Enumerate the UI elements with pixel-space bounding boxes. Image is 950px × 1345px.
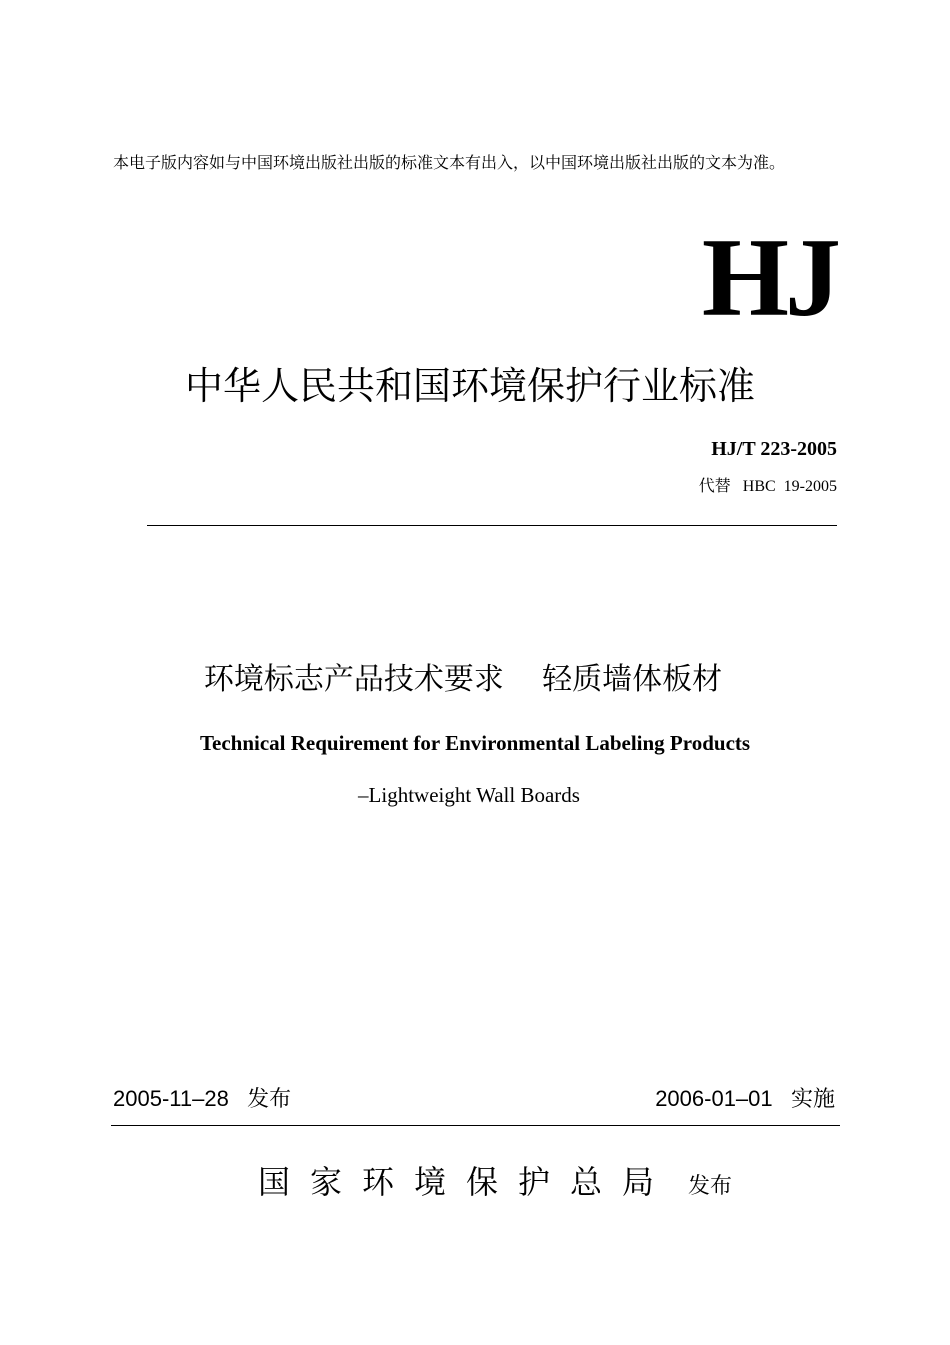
replaces-number: HBC 19-2005 — [742, 478, 837, 495]
issuer-line — [0, 1160, 950, 1209]
issuer-action: 发布 — [688, 1174, 733, 1199]
standard-category-title: 中华人民共和国环境保护行业标准 — [184, 364, 755, 408]
title-chinese: 环境标志产品技术要求 轻质墙体板材 — [203, 662, 723, 697]
issue-date: 2005-11–28 — [113, 1086, 229, 1111]
implementation-date: 2006-01–01 — [655, 1086, 773, 1111]
issue-date-line — [113, 1085, 291, 1114]
title-english: Technical Requirement for Environmental Labeling Products — [199, 731, 751, 755]
standard-number: HJ/T 223-2005 — [711, 438, 837, 460]
implementation-label: 实施 — [790, 1087, 835, 1112]
replaces-label: 代替 — [698, 476, 731, 495]
bottom-divider — [111, 1125, 840, 1126]
implementation-date-line — [655, 1085, 835, 1114]
issue-label: 发布 — [247, 1087, 292, 1112]
top-divider — [147, 525, 837, 526]
hj-logo: HJ — [701, 216, 837, 340]
disclaimer-notice: 本电子版内容如与中国环境出版社出版的标准文本有出入，以中国环境出版社出版的文本为准。 — [113, 153, 786, 172]
issuer-name: 国家环境保护总局 — [257, 1163, 674, 1201]
replaces-line — [699, 475, 837, 498]
subtitle-english: –Lightweight Wall Boards — [358, 783, 580, 807]
